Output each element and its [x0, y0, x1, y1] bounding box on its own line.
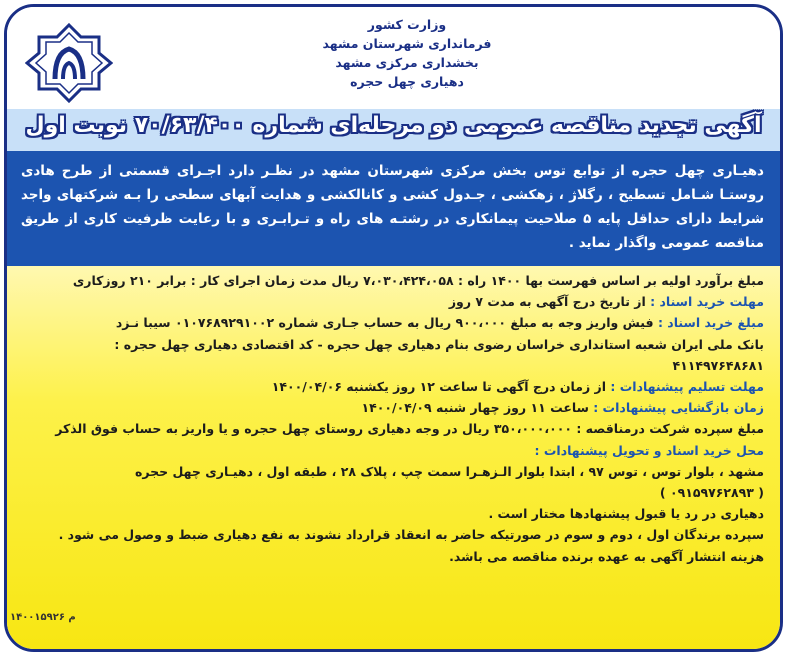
- address-line: مشهد ، بلوار توس ، توس ۹۷ ، ابتدا بلوار الـزهـرا سمت چپ ، پلاک ۲۸ ، طبقه اول ، دهیـاری چهل حجره: [135, 463, 764, 479]
- submission-value: از زمان درج آگهی تا ساعت ۱۲ روز یکشنبه ۱۴۰۰/۰۴/۰۶: [271, 379, 607, 395]
- governorate-name: فرمانداری شهرستان مشهد: [322, 36, 492, 51]
- purchase-deadline-value: از تاریخ درج آگهی به مدت ۷ روز: [448, 294, 646, 310]
- details-section: [7, 266, 780, 652]
- header: [7, 7, 780, 110]
- purchase-fee-line: [17, 312, 764, 333]
- submission-label: مهلت تسلیم پیشنهادات :: [606, 379, 764, 395]
- purchase-fee-label: مبلغ خرید اسناد :: [653, 315, 764, 331]
- announcement-frame: [4, 4, 783, 652]
- intro-paragraph: دهیـاری چهل حجره از توابع توس بخش مرکزی شهرستان مشهد در نظـر دارد اجـرای قسمتی از طرح هادی روستـا شـامل تسطیح ، رگلاژ ، زهکشی ، جـدول کشی و کانالکشی و هدایت آبهای سطحی را بـه شرکتهای واجد شرایط دارای حداقل پایه ۵ صلاحیت پیمانکاری در رشتـه های راه و تـرابـری و با رعایت ظرفیت کاری از طریق مناقصه عمومی واگذار نماید .: [7, 151, 780, 266]
- estimate-line: مبلغ برآورد اولیه بر اساس فهرست بها ۱۴۰۰ راه : ۷،۰۳۰،۴۲۴،۰۵۸ ریال مدت زمان اجرای کار : برابر ۲۱۰ روزکاری: [72, 273, 764, 288]
- note-deposit-forfeit: سپرده برندگان اول ، دوم و سوم در صورتیکه حاضر به انعقاد قرارداد نشوند به نفع دهیاری ضبط و وصول می شود .: [58, 527, 764, 543]
- economic-code: ۴۱۱۴۹۷۶۴۸۶۸۱: [672, 357, 764, 373]
- note-publication-cost: هزینه انتشار آگهی به عهده برنده مناقصه می باشد.: [449, 548, 764, 564]
- ministry-emblem-icon: [25, 23, 113, 103]
- note-rejection-right: دهیاری در رد یا قبول پیشنهادها مختار است .: [488, 506, 764, 522]
- publication-code: ۱۴۰۰۱۵۹۲۶ م: [10, 612, 76, 623]
- title-band: [7, 109, 780, 151]
- purchase-deadline-label: مهلت خرید اسناد :: [645, 294, 764, 310]
- opening-line: [17, 397, 764, 418]
- location-label: محل خرید اسناد و تحویل پیشنهادات :: [534, 442, 764, 458]
- deposit-line: مبلغ سپرده شرکت درمناقصه : ۳۵۰،۰۰۰،۰۰۰ ریال در وجه دهیاری روستای چهل حجره و یا واریز به حساب فوق الذکر: [55, 421, 764, 437]
- purchase-deadline-line: [17, 291, 764, 312]
- bank-line: بانک ملی ایران شعبه استانداری خراسان رضوی بنام دهیاری چهل حجره - کد اقتصادی دهیاری چهل حجره :: [114, 336, 764, 352]
- opening-label: زمان بازگشایی پیشنهادات :: [588, 400, 764, 416]
- submission-line: [17, 376, 764, 397]
- opening-value: ساعت ۱۱ روز چهار شنبه ۱۴۰۰/۰۴/۰۹: [361, 400, 589, 416]
- district-name: بخشداری مرکزی مشهد: [335, 55, 479, 70]
- village-office-name: دهیاری چهل حجره: [350, 74, 464, 89]
- issuer-block: [272, 15, 542, 91]
- purchase-fee-value: فیش واریز وجه به مبلغ ۹۰۰،۰۰۰ ریال به حساب جـاری شماره ۰۱۰۷۶۸۹۲۹۱۰۰۲ سیبا نـزد: [115, 315, 654, 331]
- phone-number: ( ۰۹۱۵۹۷۶۲۸۹۳ ): [659, 485, 764, 501]
- announcement-title: آگهی تجدید مناقصه عمومی دو مرحله‌ای شماره ۷۰/۶۳/۴۰۰ نوبت اول: [25, 113, 762, 138]
- ministry-name: وزارت کشور: [367, 17, 447, 32]
